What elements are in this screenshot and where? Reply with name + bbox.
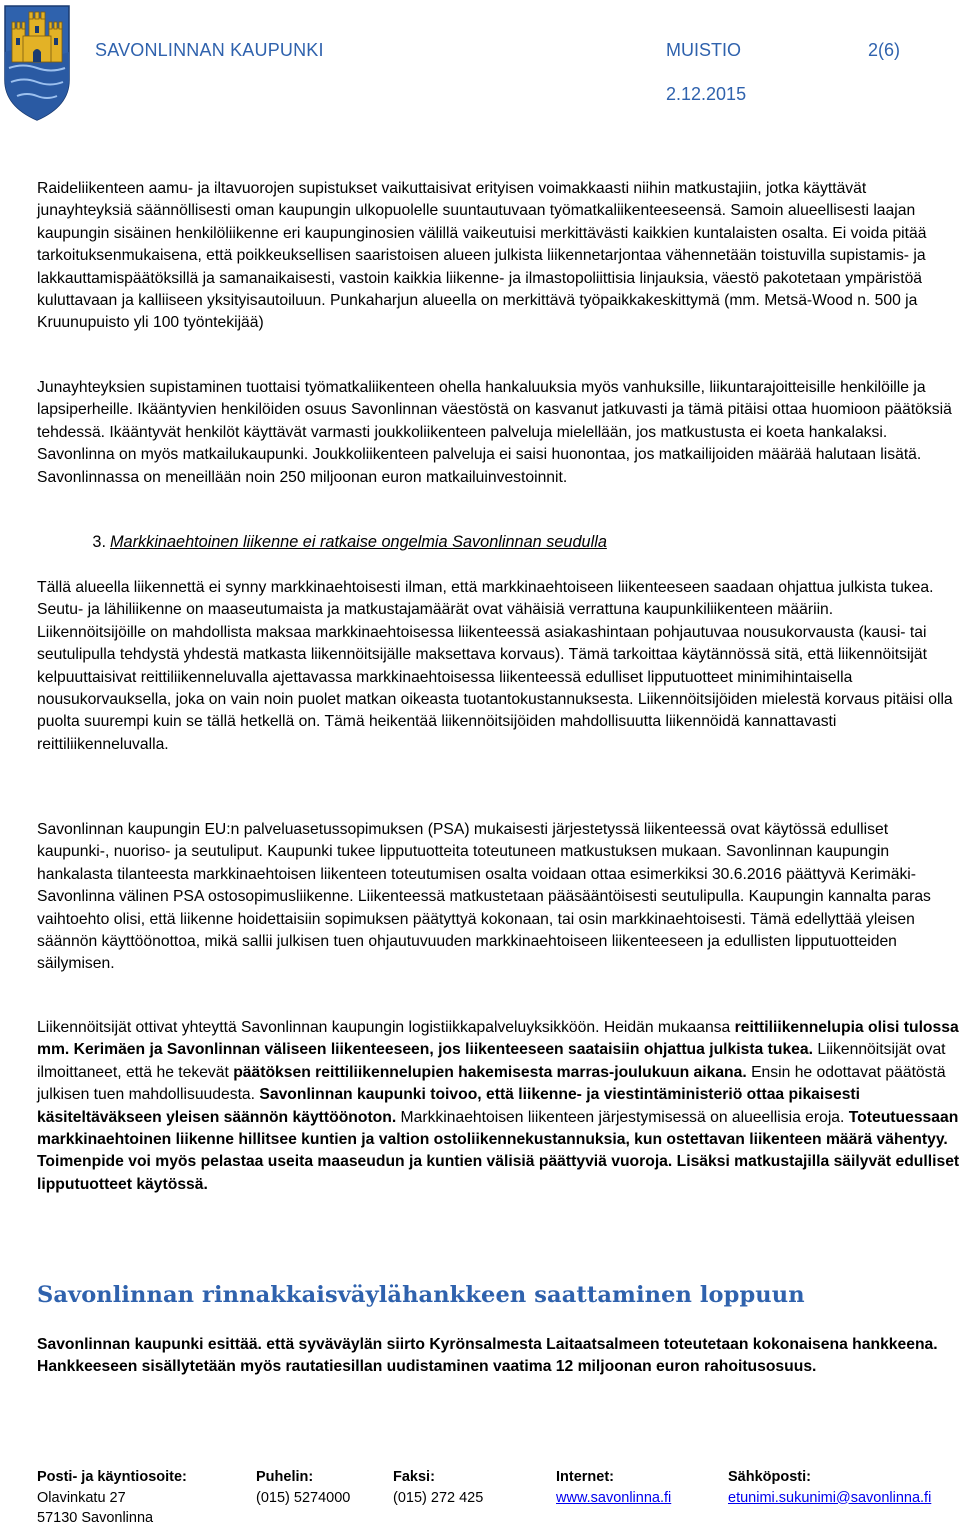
footer-address-label: Posti- ja käyntiosoite:: [37, 1469, 187, 1485]
paragraph-waterway-proposal: [37, 1334, 960, 1379]
footer-address-line1: Olavinkatu 27: [37, 1489, 126, 1506]
emphasis-text: reittiliikennelupia olisi tulossa mm. Kerimäen ja Savonlinnan väliseen liikenteeseen, jos liikenteeseen saataisiin ohjattua julkista tukea.: [37, 1019, 959, 1059]
footer-fax: [393, 1467, 483, 1508]
header-page-number: 2(6): [868, 40, 901, 60]
paragraph-text: Savonlinnan kaupungin EU:n palveluasetussopimuksen (PSA) mukaisesti järjestetyssä liikenteessä ovat käytössä edulliset kaupunki-, nuoriso- ja seutuliput. Kaupunki tukee lipputuotteita toteutuneen matkustuksen mukaan. Savonlinnan kaupungin hankalasta tilanteesta markkinaehtoisen liikenteen toteutumisen osalta voidaan ottaa esimerkiksi 30.6.2016 päättyvä Kerimäki-Savonlinna välinen PSA ostosopimusliikenne. Liikenteessä matkustetaan pääsääntöisesti seutulipulla. Kaupungin kannalta paras vaihtoehto olisi, että liikenne hoidettaisiin sopimuksen päätyttyä kokonaan, tai osin markkinaehtoisesti. Tämä edellyttää yleisen säännön käyttöönottoa, mikä sallii julkisen tuen ohjautuvuuden markkinaehtoiseen liikenteeseen ja edullisten lipputuotteiden säilymisen.: [37, 821, 931, 973]
emphasis-text: Savonlinnan kaupunki esittää. että syväväylän siirto Kyrönsalmesta Laitaatsalmeen toteutetaan kokonaisena hankkeena. Hankkeeseen sisällytetään myös rautatiesillan uudistaminen vaatima 12 miljoonan euron rahoitusosuus.: [37, 1336, 938, 1376]
paragraph-market-traffic: [37, 577, 960, 756]
footer-website-link[interactable]: www.savonlinna.fi: [556, 1489, 672, 1506]
emphasis-text: päätöksen reittiliikennelupien hakemisesta marras-joulukuun aikana.: [233, 1063, 747, 1081]
paragraph-text: Raideliikenteen aamu- ja iltavuorojen supistukset vaikuttaisivat erityisen voimakkaasti niihin matkustajiin, jotka käyttävät junayhteyksiä säännöllisesti oman kaupungin ulkopuolelle suuntautuvaan työmatkaliikenteeseensä. Samoin alueellisesti laajan kaupungin sisäinen henkilöliikenne eri kaupunginosien välillä vaikeutuisi merkittävästi kaikkien kuntalaisten osalta. Ei voida pitää tarkoituksenmukaisena, että poikkeuksellisen saaristoisen alueen julkista liikennetarjontaa vähennetään toistuvilla supistamis- ja lakkauttamispäätöksillä ja samanaikaisesti, vastoin kaikkia liikenne- ja ilmastopoliittisia linjauksia, väestö pakotetaan ympäristöä kuluttavaan ja kalliiseen yksityisautoiluun. Punkaharjun alueella on merkittävä työpaikkakeskittymä (mm. Metsä-Wood n. 500 ja Kruunupuisto yli 100 työntekijää): [37, 180, 927, 332]
section-title: Markkinaehtoinen liikenne ei ratkaise ongelmia Savonlinnan seudulla: [110, 533, 607, 551]
section-heading-3: [37, 533, 607, 552]
paragraph-psa-agreement: [37, 819, 960, 976]
emphasis-text: Toteutuessaan markkinaehtoinen liikenne hillitsee kuntien ja valtion ostoliikennekustannuksia, kun ostettavan liikenteen määrä vähentyy. Toimenpide voi myös pelastaa useita maaseudun ja kuntien välisiä päättyviä vuoroja. Lisäksi matkustajilla säilyvät edulliset lipputuotteet käytössä.: [37, 1108, 960, 1193]
footer-internet: [556, 1467, 671, 1508]
footer-phone-number: (015) 5274000: [256, 1489, 351, 1506]
section-number: 3.: [92, 533, 106, 551]
paragraph-text: Liikennöitsijät ovat ilmoittaneet, että he tekevät: [37, 1041, 946, 1081]
paragraph-operators: [37, 1017, 960, 1196]
paragraph-rail-service-cuts: [37, 178, 960, 335]
paragraph-elderly-impact: [37, 377, 960, 489]
paragraph-text: Liikennöitsijät ottivat yhteyttä Savonlinnan kaupungin logistiikkapalveluyksikköön. Heidän mukaansa: [37, 1019, 735, 1036]
footer-fax-label: Faksi:: [393, 1469, 435, 1485]
footer-phone-label: Puhelin:: [256, 1469, 314, 1485]
paragraph-text: Tällä alueella liikennettä ei synny markkinaehtoisesti ilman, että markkinaehtoiseen liikenteeseen saadaan ohjattua julkista tukea. Seutu- ja lähiliikenne on maaseutumaista ja matkustajamäärät ovat vähäisiä verrattuna kaupunkiliikenteen määriin.: [37, 579, 934, 619]
footer-phone: [256, 1467, 350, 1508]
header-date: 2.12.2015: [666, 84, 747, 104]
footer-email-label: Sähköposti:: [728, 1469, 811, 1485]
heading-parallel-waterway: Savonlinnan rinnakkaisväylähankkeen saattaminen loppuun: [37, 1282, 805, 1308]
header-document-type: MUISTIO: [666, 40, 741, 60]
footer-fax-number: (015) 272 425: [393, 1489, 484, 1506]
coat-of-arms-logo: [3, 2, 71, 122]
footer-address: [37, 1467, 187, 1529]
paragraph-text: Markkinaehtoisen liikenteen järjestymisessä on alueellisia eroja.: [396, 1108, 849, 1126]
paragraph-text: Liikennöitsijöille on mahdollista maksaa markkinaehtoisessa liikenteessä asiakashintaan pohjautuvaa nousukorvausta (kausi- tai seutulipulla tehdystä yhdestä matkasta liikennöitsijälle maksettava korvaus). Tämä tarkoittaa käytännössä sitä, että liikennöitsijät kelpuuttaisivat reittiliikenneluvalla ajettavassa markkinaehtoisessa liikenteessä edulliset lipputuotteet minimihintaisella nousukorvauksella, joka on vain noin puolet matkan oikeasta tuotantokustannuksesta. Liikennöitsijöiden mielestä korvaus pitäisi olla puolta suurempi kuin se tällä hetkellä on. Tämä heikentää liikennöitsijöiden mahdollisuutta liikennöidä kannattavasti reittiliikenneluvalla.: [37, 623, 953, 753]
footer-email: [728, 1467, 931, 1508]
paragraph-text: Ensin he odottavat päätöstä julkisen tuen mahdollisuudesta.: [37, 1063, 946, 1104]
header-organization: SAVONLINNAN KAUPUNKI: [95, 40, 324, 60]
paragraph-text: Junayhteyksien supistaminen tuottaisi työmatkaliikenteen ohella hankaluuksia myös vanhuksille, liikuntarajoitteisille henkilöille ja lapsiperheille. Ikääntyvien henkilöiden osuus Savonlinnan väestöstä on kasvanut jatkuvasti ja tämä pitäisi ottaa huomioon päätöksiä tehdessä. Ikääntyvät henkilöt käyttävät varmasti joukkoliikenteen palveluja mielellään, jos matkustusta ei koeta hankalaksi. Savonlinna on myös matkailukaupunki. Joukkoliikenteen palveluja ei saisi huonontaa, jos matkailijoiden määrää halutaan lisätä. Savonlinnassa on meneillään noin 250 miljoonan euron matkailuinvestoinnit.: [37, 379, 952, 486]
castle-crest-icon: [3, 2, 71, 122]
footer-internet-label: Internet:: [556, 1469, 614, 1485]
footer-email-link[interactable]: etunimi.sukunimi@savonlinna.fi: [728, 1489, 932, 1506]
emphasis-text: Savonlinnan kaupunki toivoo, että liikenne- ja viestintäministeriö ottaa pikaisesti käsiteltäväkseen yleisen säännön käyttöönoton.: [37, 1086, 861, 1126]
footer-address-line2: 57130 Savonlinna: [37, 1510, 154, 1526]
